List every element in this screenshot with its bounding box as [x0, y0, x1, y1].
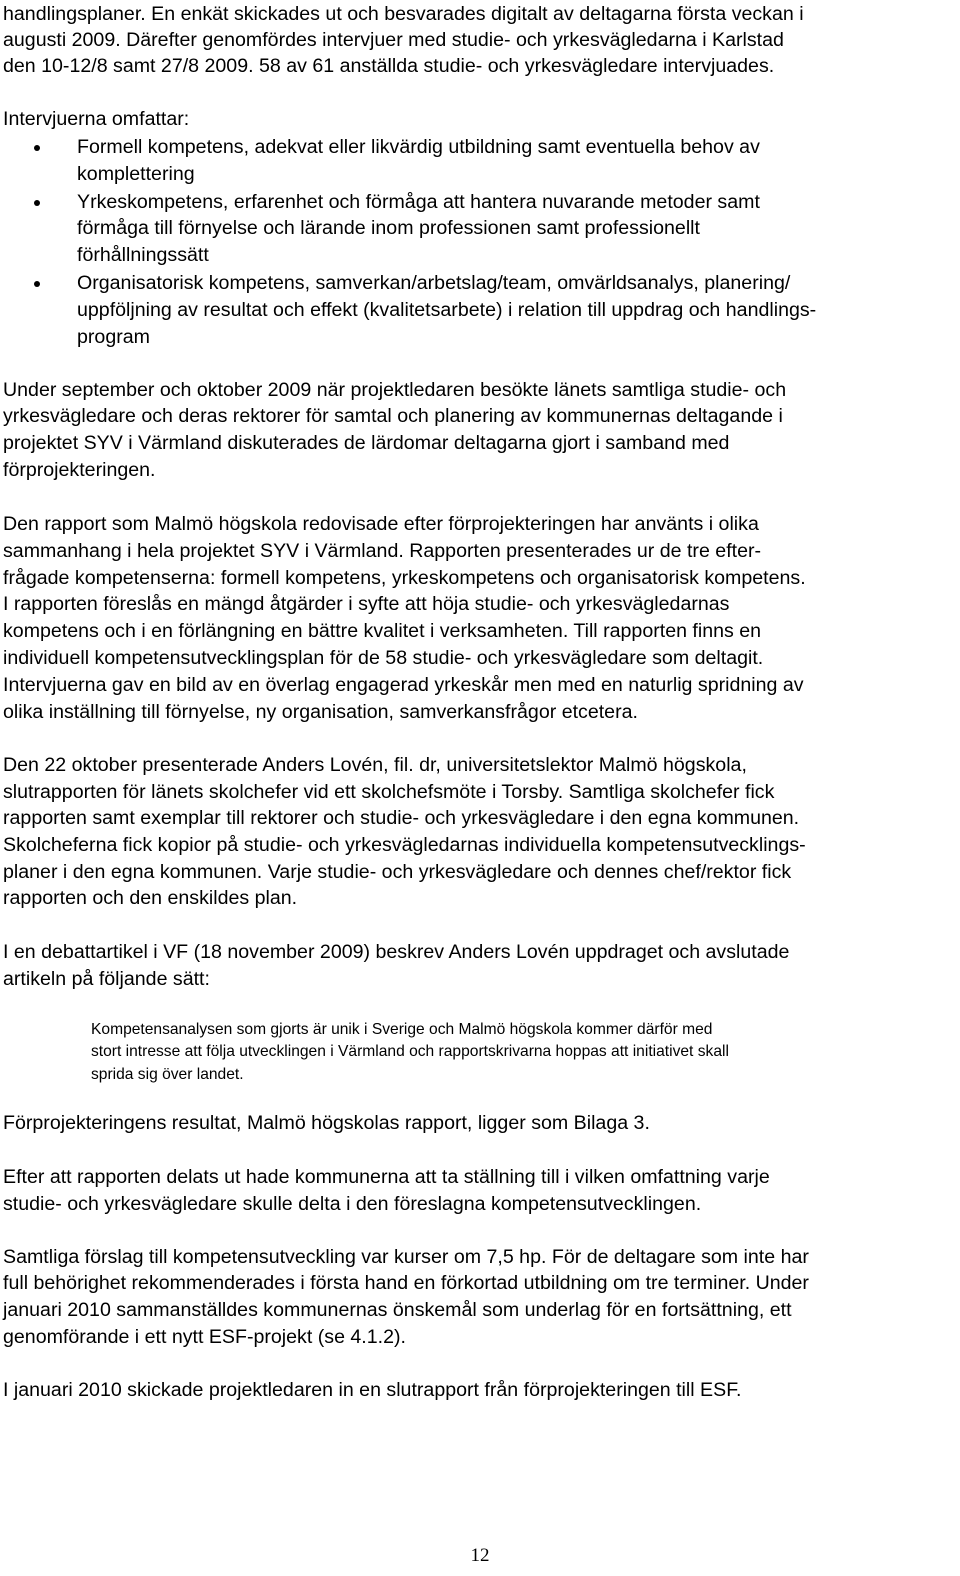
text-line: genomförande i ett nytt ESF-projekt (se 4.1.2). — [3, 1326, 406, 1348]
text-line: studie- och yrkesvägledare skulle delta i den föreslagna kompetensutvecklingen. — [3, 1193, 702, 1215]
text-line: rapporten samt exemplar till rektorer och studie- och yrkesvägledare i den egna kommunen. — [3, 807, 800, 829]
bullet-icon — [34, 281, 40, 287]
page-number: 12 — [470, 1545, 490, 1566]
text-line: full behörighet rekommenderades i första hand en förkortad utbildning om tre terminer. Under — [3, 1272, 809, 1294]
bullet-icon — [34, 200, 40, 206]
text-line: Den 22 oktober presenterade Anders Lovén, fil. dr, universitetslektor Malmö högskola, — [3, 754, 747, 776]
quote-line: sprida sig över landet. — [91, 1066, 244, 1083]
text-line: frågade kompetenserna: formell kompetens, yrkeskompetens och organisatorisk kompetens. — [3, 567, 806, 589]
bullet-text: förmåga till förnyelse och lärande inom professionen samt professionellt — [77, 217, 700, 239]
text-line: I rapporten föreslås en mängd åtgärder i syfte att höja studie- och yrkesvägledarnas — [3, 593, 730, 615]
text-line: Den rapport som Malmö högskola redovisade efter förprojekteringen har använts i olika — [3, 513, 759, 535]
bullet-text: Yrkeskompetens, erfarenhet och förmåga att hantera nuvarande metoder samt — [77, 191, 760, 213]
text-line: projektet SYV i Värmland diskuterades de lärdomar deltagarna gjort i samband med — [3, 432, 730, 454]
text-line: yrkesvägledare och deras rektorer för samtal och planering av kommunernas deltagande i — [3, 405, 783, 427]
text-line: Intervjuerna gav en bild av en överlag engagerad yrkeskår men med en naturlig spridning av — [3, 674, 804, 696]
text-line: sammanhang i hela projektet SYV i Värmland. Rapporten presenterades ur de tre efter- — [3, 540, 762, 562]
text-line: Efter att rapporten delats ut hade kommunerna att ta ställning till i vilken omfattning varje — [3, 1166, 770, 1188]
quote-line: Kompetensanalysen som gjorts är unik i Sverige och Malmö högskola kommer därför med — [91, 1021, 713, 1038]
bullet-text: förhållningssätt — [77, 244, 209, 266]
text-line: Samtliga förslag till kompetensutveckling var kurser om 7,5 hp. För de deltagare som inte har — [3, 1246, 809, 1268]
text-line: slutrapporten för länets skolchefer vid ett skolchefsmöte i Torsby. Samtliga skolchefer fick — [3, 781, 775, 803]
text-line: I en debattartikel i VF (18 november 2009) beskrev Anders Lovén uppdraget och avslutade — [3, 941, 790, 963]
section-heading: Intervjuerna omfattar: — [3, 108, 190, 130]
text-line: augusti 2009. Därefter genomfördes intervjuer med studie- och yrkesvägledarna i Karlstad — [3, 29, 784, 51]
text-line: Förprojekteringens resultat, Malmö högskolas rapport, ligger som Bilaga 3. — [3, 1112, 650, 1134]
bullet-text: komplettering — [77, 163, 195, 185]
bullet-text: Organisatorisk kompetens, samverkan/arbetslag/team, omvärldsanalys, planering/ — [77, 272, 791, 294]
bullet-icon — [34, 145, 40, 151]
text-line: kompetens och i en förlängning en bättre kvalitet i verksamheten. Till rapporten finns en — [3, 620, 762, 642]
bullet-text: program — [77, 326, 150, 348]
text-line: januari 2010 sammanställdes kommunernas önskemål som underlag för en fortsättning, ett — [3, 1299, 792, 1321]
bullet-text: Formell kompetens, adekvat eller likvärdig utbildning samt eventuella behov av — [77, 136, 760, 158]
text-line: handlingsplaner. En enkät skickades ut och besvarades digitalt av deltagarna första veckan i — [3, 3, 804, 25]
quote-line: stort intresse att följa utvecklingen i Värmland och rapportskrivarna hoppas att initiativet skall — [91, 1043, 729, 1060]
text-line: Skolcheferna fick kopior på studie- och yrkesvägledarnas individuella kompetensutvecklings- — [3, 834, 806, 856]
text-line: artikeln på följande sätt: — [3, 968, 210, 990]
text-line: I januari 2010 skickade projektledaren in en slutrapport från förprojekteringen till ESF. — [3, 1379, 742, 1401]
bullet-text: uppföljning av resultat och effekt (kvalitetsarbete) i relation till uppdrag och handlings- — [77, 299, 817, 321]
text-line: Under september och oktober 2009 när projektledaren besökte länets samtliga studie- och — [3, 379, 787, 401]
text-line: den 10-12/8 samt 27/8 2009. 58 av 61 anställda studie- och yrkesvägledare intervjuades. — [3, 55, 775, 77]
text-line: planer i den egna kommunen. Varje studie- och yrkesvägledare och dennes chef/rektor fick — [3, 861, 792, 883]
text-line: rapporten och den enskildes plan. — [3, 887, 298, 909]
text-line: förprojekteringen. — [3, 459, 156, 481]
text-line: olika inställning till förnyelse, ny organisation, samverkansfrågor etcetera. — [3, 701, 638, 723]
text-line: individuell kompetensutvecklingsplan för de 58 studie- och yrkesvägledare som deltagit. — [3, 647, 764, 669]
